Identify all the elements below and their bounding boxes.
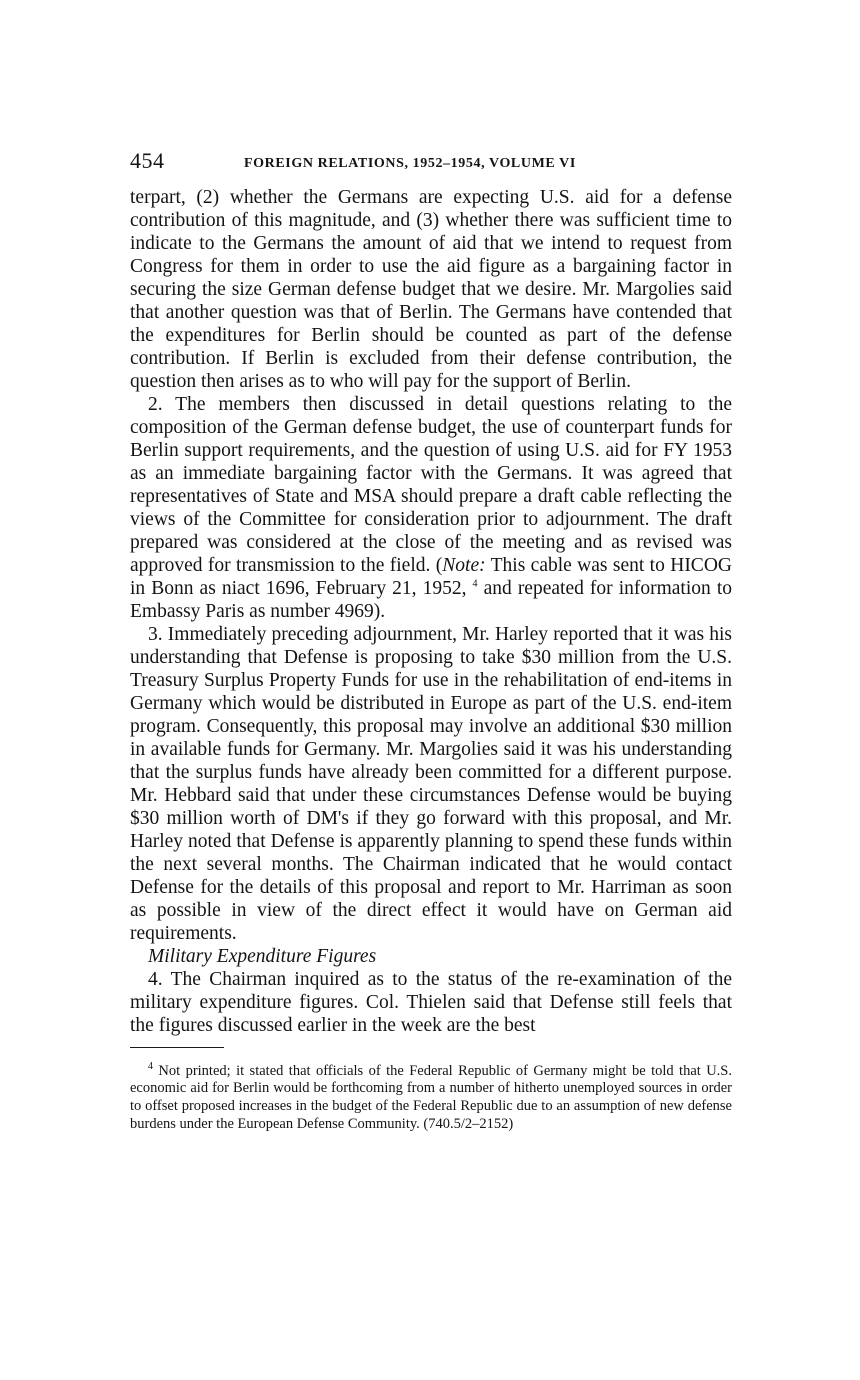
- footnote: [130, 1060, 732, 1134]
- footnote-divider: [130, 1047, 224, 1048]
- paragraph-3: 3. Immediately preceding adjournment, Mr. Harley reported that it was his understanding that Defense is proposing to take $30 million from the U.S. Treasury Surplus Property Funds for use in the rehabilitation of end-items in Germany which would be distributed in Europe as part of the U.S. end-item program. Consequently, this proposal may involve an additional $30 million in available funds for Germany. Mr. Margolies said it was his understanding that the surplus funds have already been committed for a different purpose. Mr. Hebbard said that under these circumstances Defense would be buying $30 million worth of DM's if they go forward with this proposal, and Mr. Harley noted that Defense is apparently planning to spend these funds within the next several months. The Chairman indicated that he would contact Defense for the details of this proposal and report to Mr. Harriman as soon as possible in view of the direct effect it would have on German aid requirements.: [130, 624, 732, 944]
- body-text: [130, 186, 732, 1037]
- paragraph-2-text-c: and repeated for information to Embassy Paris as number 4969).: [130, 578, 732, 622]
- document-page: [130, 148, 732, 1148]
- section-subheading: Military Expenditure Figures: [148, 946, 377, 967]
- paragraph-2: [130, 393, 732, 623]
- paragraph-2-text-b: This cable was sent to HICOG in Bonn as niact 1696, February 21, 1952,: [130, 555, 732, 599]
- footnote-reference[interactable]: 4: [472, 578, 478, 590]
- page-number: 454: [130, 148, 165, 173]
- note-label: Note:: [442, 555, 486, 576]
- paragraph-1: terpart, (2) whether the Germans are expecting U.S. aid for a defense contribution of this magnitude, and (3) whether there was sufficient time to indicate to the Germans the amount of aid that we intend to request from Congress for them in order to use the aid figure as a bargaining factor in securing the size German defense budget that we desire. Mr. Margolies said that another question was that of Berlin. The Germans have contended that the expenditures for Berlin should be counted as part of the defense contribution. If Berlin is excluded from their defense contribution, the question then arises as to who will pay for the support of Berlin.: [130, 187, 732, 392]
- footnote-marker: 4: [148, 1060, 153, 1072]
- paragraph-4: 4. The Chairman inquired as to the status of the re-examination of the military expenditure figures. Col. Thielen said that Defense still feels that the figures discussed earlier in the week are the best: [130, 969, 732, 1036]
- running-head: FOREIGN RELATIONS, 1952–1954, VOLUME VI: [244, 156, 576, 171]
- footnote-text: Not printed; it stated that officials of the Federal Republic of Germany might be told that U.S. economic aid for Berlin would be forthcoming from a number of hitherto unemployed sources in order to offset proposed increases in the budget of the Federal Republic due to an assumption of new defense burdens under the European Defense Community. (740.5/2–2152): [130, 1062, 732, 1132]
- paragraph-2-text-a: 2. The members then discussed in detail questions relating to the composition of the German defense budget, the use of counterpart funds for Berlin support requirements, and the question of using U.S. aid for FY 1953 as an immediate bargaining factor with the Germans. It was agreed that representatives of State and MSA should prepare a draft cable reflecting the views of the Committee for consideration prior to adjournment. The draft prepared was considered at the close of the meeting and as revised was approved for transmission to the field. (: [130, 394, 732, 576]
- page-header: [130, 148, 732, 178]
